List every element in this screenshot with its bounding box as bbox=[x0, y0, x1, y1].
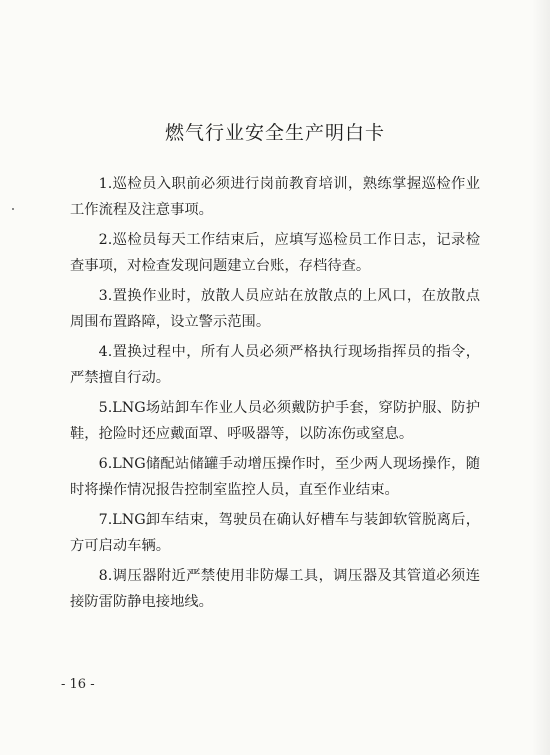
margin-mark bbox=[12, 208, 14, 210]
rule-item-5: 5.LNG场站卸车作业人员必须戴防护手套，穿防护服、防护鞋，抢险时还应戴面罩、呼吸器等，以防冻伤或窒息。 bbox=[70, 400, 480, 442]
rule-item-2: 2.巡检员每天工作结束后，应填写巡检员工作日志，记录检查事项，对检查发现问题建立台账，存档待查。 bbox=[70, 232, 480, 274]
document-body bbox=[70, 171, 480, 619]
rule-item-4: 4.置换过程中，所有人员必须严格执行现场指挥员的指令，严禁擅自行动。 bbox=[70, 344, 480, 386]
rule-item-8: 8.调压器附近严禁使用非防爆工具，调压器及其管道必须连接防雷防静电接地线。 bbox=[70, 568, 480, 610]
rule-item-3: 3.置换作业时，放散人员应站在放散点的上风口，在放散点周围布置路障，设立警示范围。 bbox=[70, 288, 480, 330]
document-title: 燃气行业安全生产明白卡 bbox=[164, 122, 385, 144]
page-number: - 16 - bbox=[61, 677, 95, 692]
rule-item-7: 7.LNG卸车结束，驾驶员在确认好槽车与装卸软管脱离后，方可启动车辆。 bbox=[70, 512, 480, 554]
rule-item-6: 6.LNG储配站储罐手动增压操作时，至少两人现场操作，随时将操作情况报告控制室监控人员，直至作业结束。 bbox=[70, 456, 480, 498]
rule-item-1: 1.巡检员入职前必须进行岗前教育培训，熟练掌握巡检作业工作流程及注意事项。 bbox=[70, 176, 480, 218]
